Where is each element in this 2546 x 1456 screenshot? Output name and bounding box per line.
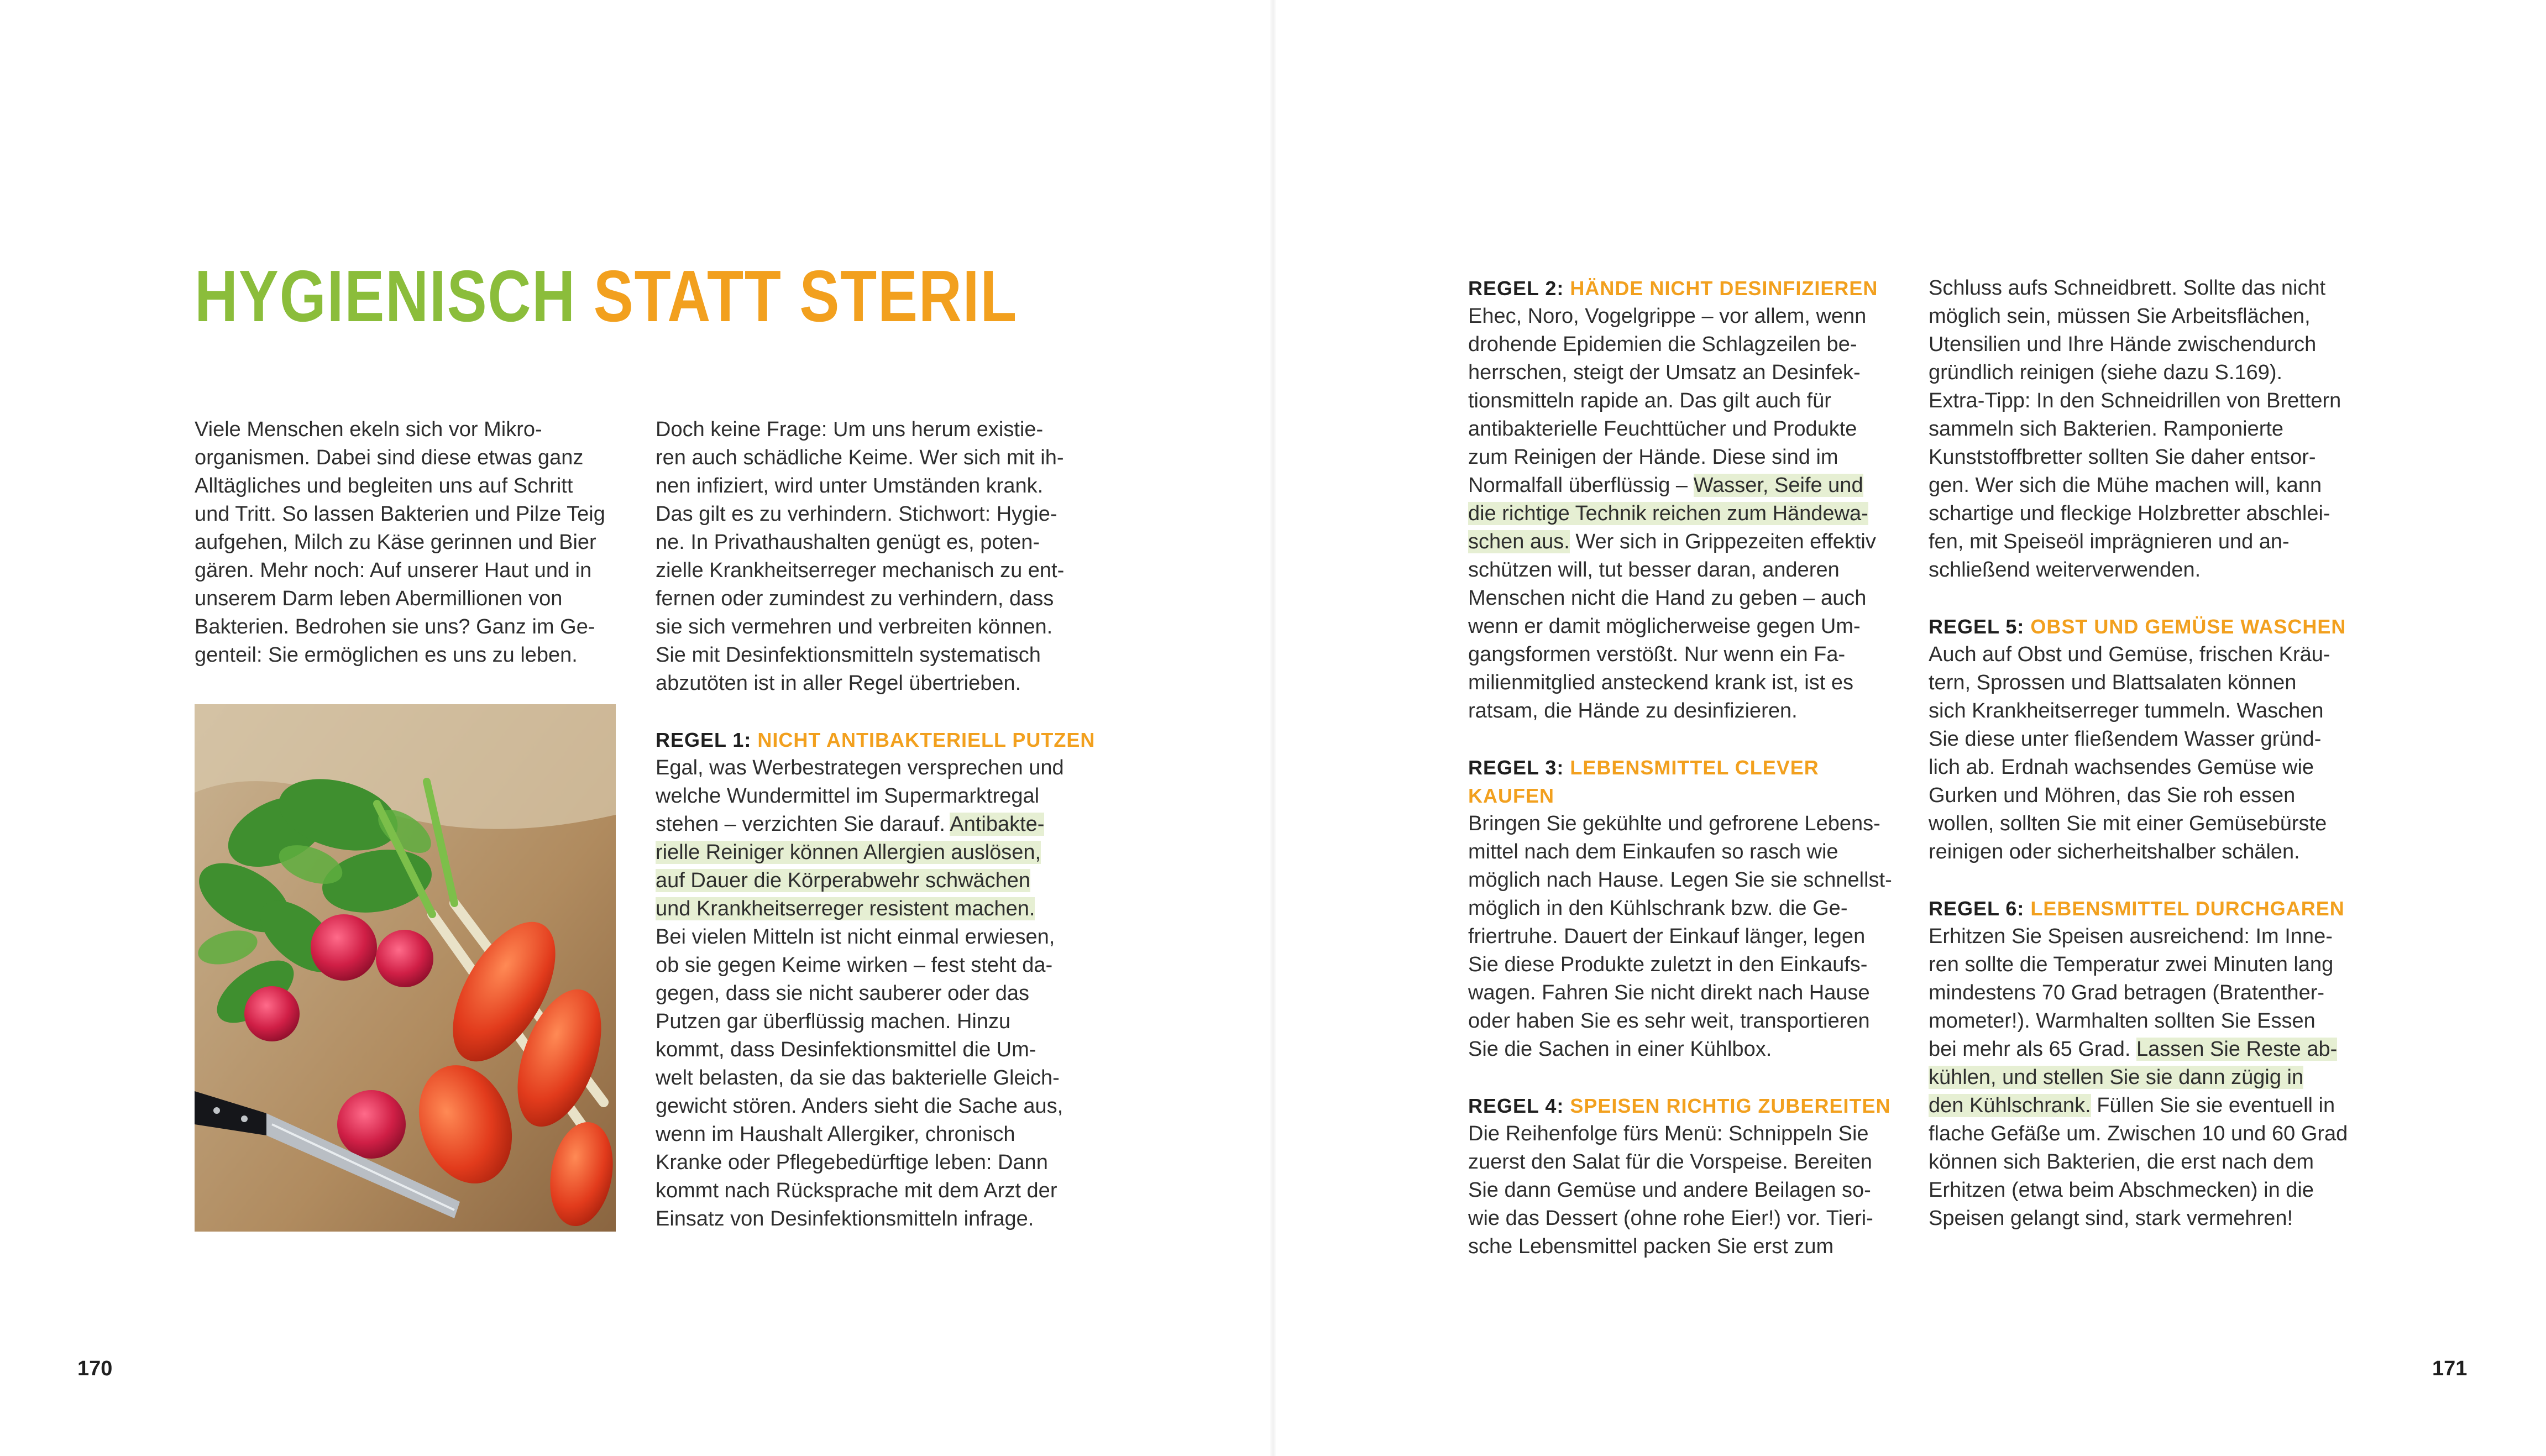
body-text: Erhitzen Sie Speisen ausreichend: Im Inne- — [1929, 925, 2333, 948]
text-line — [1468, 472, 1910, 500]
text-line: gären. Mehr noch: Auf unserer Haut und in — [195, 559, 592, 582]
highlighted-text: den Kühlschrank. — [1929, 1094, 2091, 1117]
text-line: Schluss aufs Schneidbrett. Sollte das nicht — [1929, 276, 2326, 300]
body-text: stehen – verzichten Sie darauf. — [656, 813, 950, 836]
body-text: ren sollte die Temperatur zwei Minuten lang — [1929, 953, 2334, 976]
body-text: kommt, dass Desinfektionsmittel die Um- — [656, 1038, 1036, 1061]
text-line: sich Krankheitserreger tummeln. Waschen — [1929, 699, 2324, 722]
text-line — [1929, 1148, 2371, 1176]
text-line — [656, 1064, 1098, 1092]
text-line: Sie diese Produkte zuletzt in den Einkaufs- — [1468, 953, 1868, 976]
text-line: zielle Krankheitserreger mechanisch zu ent- — [656, 559, 1065, 582]
highlighted-text: Lassen Sie Reste ab- — [2136, 1038, 2338, 1061]
body-text: Egal, was Werbestrategen versprechen und — [656, 756, 1064, 779]
text-line — [656, 782, 1098, 810]
text-line — [1929, 923, 2371, 951]
body-text: Füllen Sie sie eventuell in — [2091, 1094, 2335, 1117]
text-line: sche Lebensmittel packen Sie erst zum — [1468, 1235, 1834, 1258]
text-line: möglich sein, müssen Sie Arbeitsflächen, — [1929, 305, 2311, 328]
text-line: organismen. Dabei sind diese etwas ganz — [195, 446, 584, 469]
body-text: können sich Bakterien, die erst nach dem — [1929, 1150, 2314, 1174]
text-line — [656, 951, 1098, 980]
text-line — [1468, 302, 1910, 331]
rule-1 — [656, 726, 1098, 1233]
text-line — [1468, 443, 1910, 472]
rule-4-heading: REGEL 4: SPEISEN RICHTIG ZUBEREITEN — [1468, 1094, 1891, 1117]
text-line: gen. Wer sich die Mühe machen will, kann — [1929, 474, 2322, 497]
text-line — [1468, 528, 1910, 556]
body-text: gegen, dass sie nicht sauberer oder das — [656, 982, 1029, 1005]
text-line — [656, 810, 1098, 839]
body-text: wenn er damit möglicherweise gegen Um- — [1468, 615, 1861, 638]
highlighted-text: und Krankheitserreger resistent machen. — [656, 897, 1035, 920]
text-line: wagen. Fahren Sie nicht direkt nach Hause — [1468, 981, 1870, 1004]
body-text: milienmitglied ansteckend krank ist, ist es — [1468, 671, 1853, 694]
text-line — [656, 867, 1098, 895]
rule-2 — [1468, 274, 1910, 725]
page-title — [195, 255, 1018, 337]
column-3 — [1468, 274, 1910, 1289]
text-line: schartige und fleckige Holzbretter abschlei- — [1929, 502, 2330, 525]
text-line — [656, 1205, 1098, 1233]
text-line — [1929, 1007, 2371, 1035]
highlighted-text: kühlen, und stellen Sie sie dann zügig in — [1929, 1066, 2304, 1089]
text-line: Alltägliches und begleiten uns auf Schritt — [195, 474, 573, 497]
text-line — [1468, 500, 1910, 528]
text-line: möglich nach Hause. Legen Sie sie schnellst- — [1468, 868, 1892, 892]
rule-6-heading: REGEL 6: LEBENSMITTEL DURCHGAREN — [1929, 897, 2345, 920]
text-line: Kunststoffbretter sollten Sie daher entsor- — [1929, 446, 2316, 469]
title-part-green: HYGIENISCH — [195, 255, 594, 337]
text-line: Utensilien und Ihre Hände zwischendurch — [1929, 333, 2317, 356]
text-line: wie das Dessert (ohne rohe Eier!) vor. Tieri- — [1468, 1207, 1873, 1230]
text-line: ren auch schädliche Keime. Wer sich mit ih- — [656, 446, 1064, 469]
page-number-left: 170 — [77, 1357, 113, 1380]
text-line — [656, 980, 1098, 1008]
text-line — [656, 923, 1098, 951]
highlighted-text: Wasser, Seife und — [1693, 474, 1863, 497]
intro-paragraph — [195, 416, 637, 669]
column-2 — [656, 416, 1098, 1261]
text-line — [1468, 641, 1910, 669]
highlighted-text: Antibakte- — [950, 813, 1045, 836]
text-line — [1468, 331, 1910, 359]
body-text: Putzen gar überflüssig machen. Hinzu — [656, 1010, 1011, 1033]
text-line: Bakterien. Bedrohen sie uns? Ganz im Ge- — [195, 615, 595, 638]
body-text: Speisen gelangt sind, stark vermehren! — [1929, 1207, 2293, 1230]
text-line — [656, 1177, 1098, 1205]
text-line — [1929, 1064, 2371, 1092]
text-line — [656, 1092, 1098, 1120]
text-line: aufgehen, Milch zu Käse gerinnen und Bier — [195, 531, 596, 554]
body-text: drohende Epidemien die Schlagzeilen be- — [1468, 333, 1857, 356]
text-line — [656, 1008, 1098, 1036]
vegetables-photo — [195, 704, 616, 1232]
text-line: Extra-Tipp: In den Schneidrillen von Brettern — [1929, 389, 2341, 412]
text-line — [1929, 1092, 2371, 1120]
text-line: gründlich reinigen (siehe dazu S.169). — [1929, 361, 2283, 384]
text-line — [656, 754, 1098, 782]
body-text: bei mehr als 65 Grad. — [1929, 1038, 2136, 1061]
body-text: ratsam, die Hände zu desinfizieren. — [1468, 699, 1798, 722]
rule-3 — [1468, 753, 1910, 1064]
text-line — [1468, 415, 1910, 443]
intro-continued — [656, 416, 1098, 698]
body-text: mindestens 70 Grad betragen (Bratenther- — [1929, 981, 2325, 1004]
body-text: Bei vielen Mitteln ist nicht einmal erwiesen, — [656, 925, 1055, 949]
rule-5 — [1929, 612, 2371, 866]
body-text: flache Gefäße um. Zwischen 10 und 60 Grad — [1929, 1122, 2348, 1145]
body-text: herrschen, steigt der Umsatz an Desinfek- — [1468, 361, 1861, 384]
text-line: genteil: Sie ermöglichen es uns zu leben. — [195, 643, 578, 667]
text-line — [1468, 556, 1910, 584]
text-line: Die Reihenfolge fürs Menü: Schnippeln Sie — [1468, 1122, 1869, 1145]
text-line — [1468, 697, 1910, 725]
text-line — [656, 1149, 1098, 1177]
highlighted-text: schen aus. — [1468, 530, 1570, 553]
body-text: Normalfall überflüssig – — [1468, 474, 1694, 497]
highlighted-text: auf Dauer die Körperabwehr schwächen — [656, 869, 1031, 892]
body-text: antibakterielle Feuchttücher und Produkte — [1468, 417, 1857, 441]
text-line — [1468, 584, 1910, 612]
text-line: fernen oder zumindest zu verhindern, dass — [656, 587, 1054, 610]
text-line — [656, 895, 1098, 923]
text-line: schließend weiterverwenden. — [1929, 558, 2201, 582]
text-line — [1929, 1035, 2371, 1064]
text-line — [1929, 951, 2371, 979]
text-line — [656, 1036, 1098, 1064]
body-text: Menschen nicht die Hand zu geben – auch — [1468, 586, 1867, 610]
text-line — [1929, 1176, 2371, 1204]
text-line: möglich in den Kühlschrank bzw. die Ge- — [1468, 897, 1848, 920]
text-line: reinigen oder sicherheitshalber schälen. — [1929, 840, 2300, 863]
body-text: Einsatz von Desinfektionsmitteln infrage. — [656, 1207, 1034, 1230]
text-line — [1468, 669, 1910, 697]
text-line — [1468, 387, 1910, 415]
body-text: zum Reinigen der Hände. Diese sind im — [1468, 446, 1838, 469]
text-line: Das gilt es zu verhindern. Stichwort: Hygie- — [656, 502, 1057, 526]
body-text: welt belasten, da sie das bakterielle Gleich- — [656, 1066, 1060, 1090]
rule-1-heading: REGEL 1: NICHT ANTIBAKTERIELL PUTZEN — [656, 729, 1096, 751]
highlighted-text: die richtige Technik reichen zum Händewa- — [1468, 502, 1868, 525]
column-4 — [1929, 274, 2371, 1261]
text-line — [1929, 1204, 2371, 1233]
text-line: oder haben Sie es sehr weit, transportieren — [1468, 1009, 1870, 1033]
text-line — [656, 1120, 1098, 1149]
rule-4-continued — [1929, 274, 2371, 584]
text-line — [1468, 359, 1910, 387]
body-text: gangsformen verstößt. Nur wenn ein Fa- — [1468, 643, 1846, 666]
body-text: welche Wundermittel im Supermarktregal — [656, 784, 1040, 808]
text-line: Sie dann Gemüse und andere Beilagen so- — [1468, 1179, 1871, 1202]
rule-6 — [1929, 894, 2371, 1233]
body-text: tionsmitteln rapide an. Das gilt auch für — [1468, 389, 1831, 412]
text-line: Doch keine Frage: Um uns herum existie- — [656, 418, 1044, 441]
body-text: gewicht stören. Anders sieht die Sache aus, — [656, 1094, 1064, 1118]
body-text: Ehec, Noro, Vogelgrippe – vor allem, wenn — [1468, 305, 1867, 328]
text-line: friertruhe. Dauert der Einkauf länger, legen — [1468, 925, 1866, 948]
text-line: Sie die Sachen in einer Kühlbox. — [1468, 1038, 1772, 1061]
text-line — [656, 839, 1098, 867]
text-line: tern, Sprossen und Blattsalaten können — [1929, 671, 2297, 694]
text-line: wollen, sollten Sie mit einer Gemüsebürste — [1929, 812, 2327, 835]
highlighted-text: rielle Reiniger können Allergien auslösen, — [656, 841, 1041, 864]
text-line: Sie diese unter fließendem Wasser gründ- — [1929, 727, 2322, 751]
text-line: lich ab. Erdnah wachsendes Gemüse wie — [1929, 756, 2314, 779]
rule-3-heading: REGEL 3: LEBENSMITTEL CLEVER KAUFEN — [1468, 756, 1819, 807]
text-line: ne. In Privathaushalten genügt es, poten- — [656, 531, 1040, 554]
text-line: sie sich vermehren und verbreiten können. — [656, 615, 1053, 638]
body-text: Erhitzen (etwa beim Abschmecken) in die — [1929, 1179, 2314, 1202]
text-line: Viele Menschen ekeln sich vor Mikro- — [195, 418, 542, 441]
body-text: ob sie gegen Keime wirken – fest steht da- — [656, 954, 1053, 977]
body-text: wenn im Haushalt Allergiker, chronisch — [656, 1123, 1015, 1146]
text-line: und Tritt. So lassen Bakterien und Pilze Teig — [195, 502, 605, 526]
column-1 — [195, 416, 637, 669]
text-line: nen infiziert, wird unter Umständen krank. — [656, 474, 1044, 497]
body-text: Kranke oder Pflegebedürftige leben: Dann — [656, 1151, 1048, 1174]
text-line: unserem Darm leben Abermillionen von — [195, 587, 563, 610]
title-part-orange: STATT STERIL — [593, 255, 1018, 337]
body-text: schützen will, tut besser daran, anderen — [1468, 558, 1840, 582]
text-line: sammeln sich Bakterien. Ramponierte — [1929, 417, 2284, 441]
text-line: mittel nach dem Einkaufen so rasch wie — [1468, 840, 1838, 863]
text-line — [1468, 612, 1910, 641]
body-text: Wer sich in Grippezeiten effektiv — [1569, 530, 1876, 553]
text-line: zuerst den Salat für die Vorspeise. Bereiten — [1468, 1150, 1872, 1174]
text-line: Auch auf Obst und Gemüse, frischen Kräu- — [1929, 643, 2330, 666]
rule-2-heading: REGEL 2: HÄNDE NICHT DESINFIZIEREN — [1468, 277, 1878, 300]
page-number-right: 171 — [2432, 1357, 2468, 1380]
text-line — [1929, 1120, 2371, 1148]
body-text: kommt nach Rücksprache mit dem Arzt der — [656, 1179, 1057, 1202]
text-line: fen, mit Speiseöl imprägnieren und an- — [1929, 530, 2290, 553]
text-line — [1929, 979, 2371, 1007]
text-line: abzutöten ist in aller Regel übertrieben. — [656, 672, 1021, 695]
text-line: Sie mit Desinfektionsmitteln systematisch — [656, 643, 1041, 667]
body-text: mometer!). Warmhalten sollten Sie Essen — [1929, 1009, 2316, 1033]
rule-5-heading: REGEL 5: OBST UND GEMÜSE WASCHEN — [1929, 615, 2346, 638]
text-line: Gurken und Möhren, das Sie roh essen — [1929, 784, 2296, 807]
text-line: Bringen Sie gekühlte und gefrorene Lebens- — [1468, 812, 1880, 835]
rule-4 — [1468, 1092, 1910, 1261]
